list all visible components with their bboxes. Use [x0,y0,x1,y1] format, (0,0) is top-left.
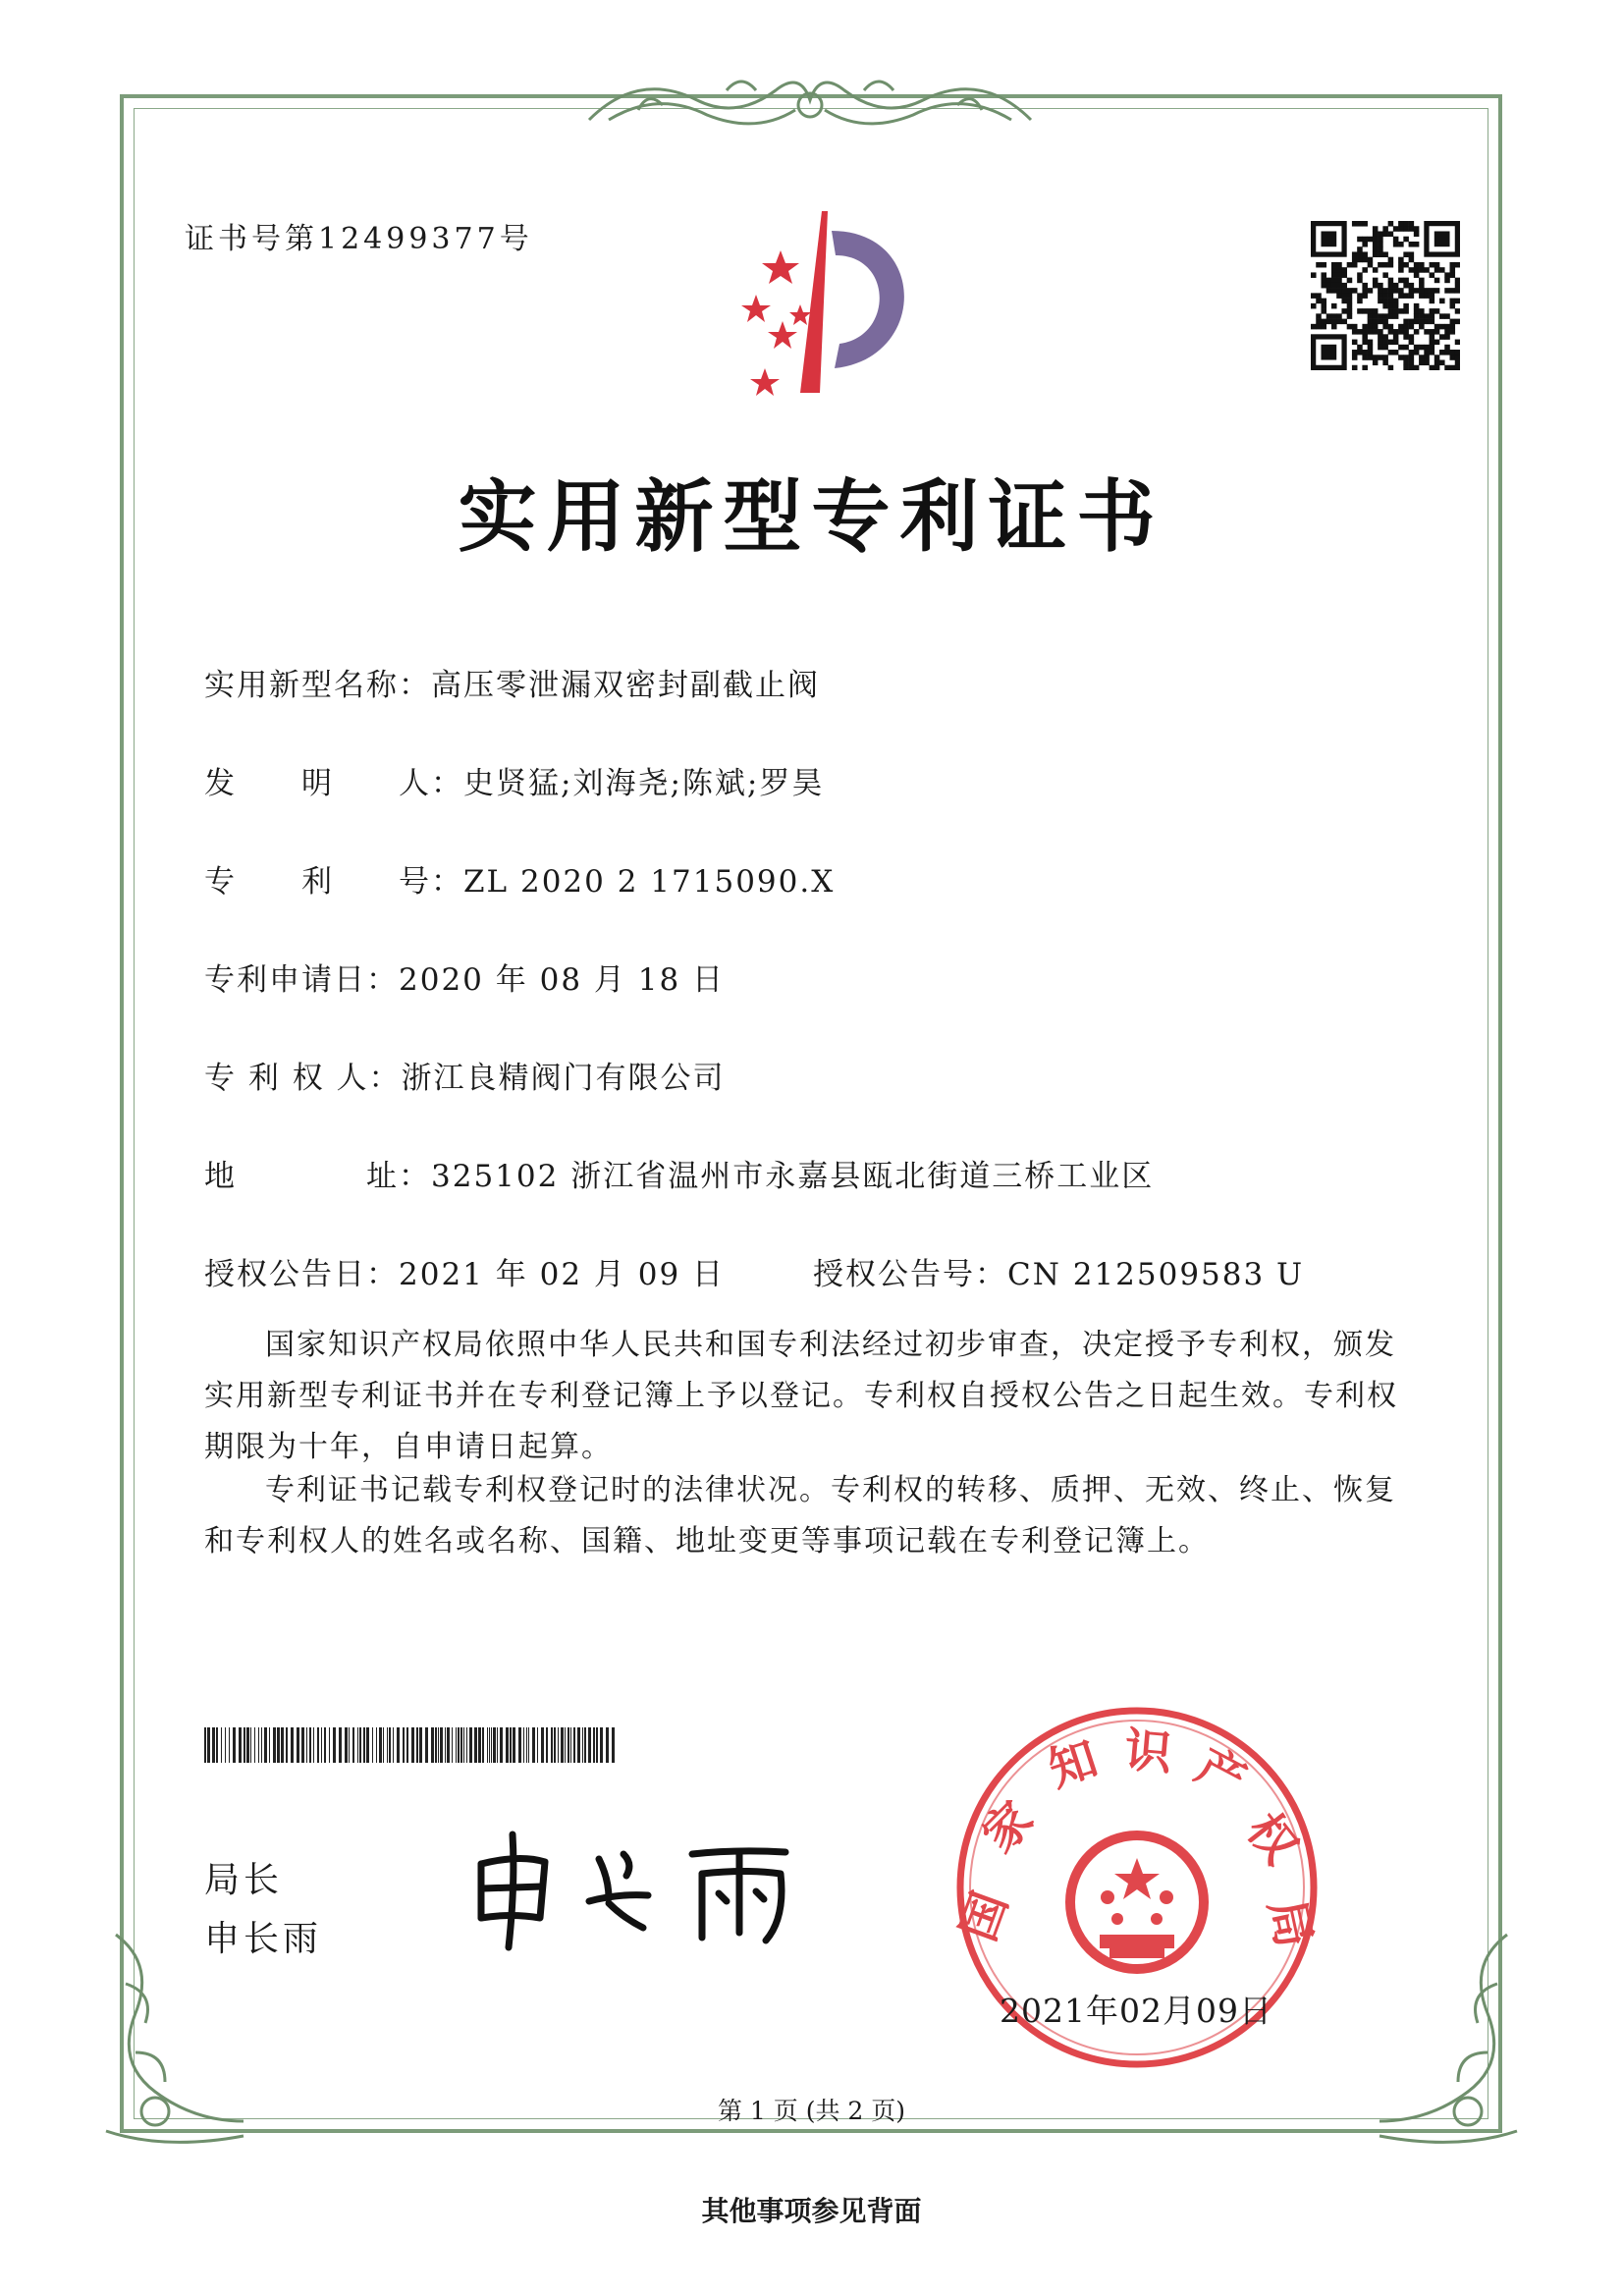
field-value: 2020 年 08 月 18 日 [399,962,726,998]
field-label: 专 利 权 人： [204,1061,402,1096]
field-value: 325102 浙江省温州市永嘉县瓯北街道三桥工业区 [431,1159,1155,1194]
field-value: 高压零泄漏双密封副截止阀 [431,668,820,703]
field-label: 授权公告号： [813,1257,1007,1292]
signature-image [461,1825,815,1952]
svg-text:局: 局 [1258,1894,1323,1952]
field-application-date [204,955,725,999]
svg-text:产: 产 [1187,1737,1255,1809]
svg-text:知: 知 [1042,1730,1105,1798]
legal-paragraph-2: 专利证书记载专利权登记时的法律状况。专利权的转移、质押、无效、终止、恢复和专利权人的姓名或名称、国籍、地址变更等事项记载在专利登记簿上。 [204,1473,1396,1558]
svg-text:家: 家 [971,1790,1045,1864]
top-ornament-icon [579,61,1041,139]
field-label: 专 利 号： [204,864,463,900]
field-value: 浙江良精阀门有限公司 [401,1061,726,1096]
legal-paragraph-1: 国家知识产权局依照中华人民共和国专利法经过初步审查，决定授予专利权，颁发实用新型专利证书并在专利登记簿上予以登记。专利权自授权公告之日起生效。专利权期限为十年，自申请日起算。 [204,1328,1398,1464]
field-grant-number [813,1249,1304,1293]
field-value: 2021 年 02 月 09 日 [399,1257,726,1292]
field-value: 史贤猛;刘海尧;陈斌;罗昊 [463,766,825,801]
field-inventor [204,758,824,802]
field-label: 授权公告日： [204,1257,399,1292]
field-utility-model-name [204,660,820,704]
svg-text:国: 国 [950,1885,1019,1948]
barcode-icon [204,1727,617,1763]
director-name: 申长雨 [204,1919,323,1959]
svg-text:识: 识 [1122,1722,1174,1782]
footer-note: 其他事项参见背面 [701,2195,922,2227]
field-grant-date [204,1249,725,1293]
field-address [204,1151,1154,1195]
field-value: CN 212509583 U [1007,1257,1305,1292]
page-number: 第 1 页 (共 2 页) [717,2097,906,2125]
qr-code-icon [1311,221,1460,370]
seal-date: 2021年02月09日 [1000,1992,1272,2030]
certificate-number: 证书号第12499377号 [185,222,533,256]
director-title: 局长 [204,1860,284,1900]
field-value: ZL 2020 2 1715090.X [463,864,836,900]
field-patentee [204,1053,726,1097]
field-label: 实用新型名称： [204,668,431,703]
cnipa-logo-icon [702,211,918,398]
svg-text:权: 权 [1235,1802,1309,1875]
certificate-title: 实用新型专利证书 [458,470,1165,563]
field-label: 地 址： [204,1159,431,1194]
field-label: 发 明 人： [204,766,463,801]
field-patent-number [204,856,835,901]
field-label: 专利申请日： [204,962,399,998]
